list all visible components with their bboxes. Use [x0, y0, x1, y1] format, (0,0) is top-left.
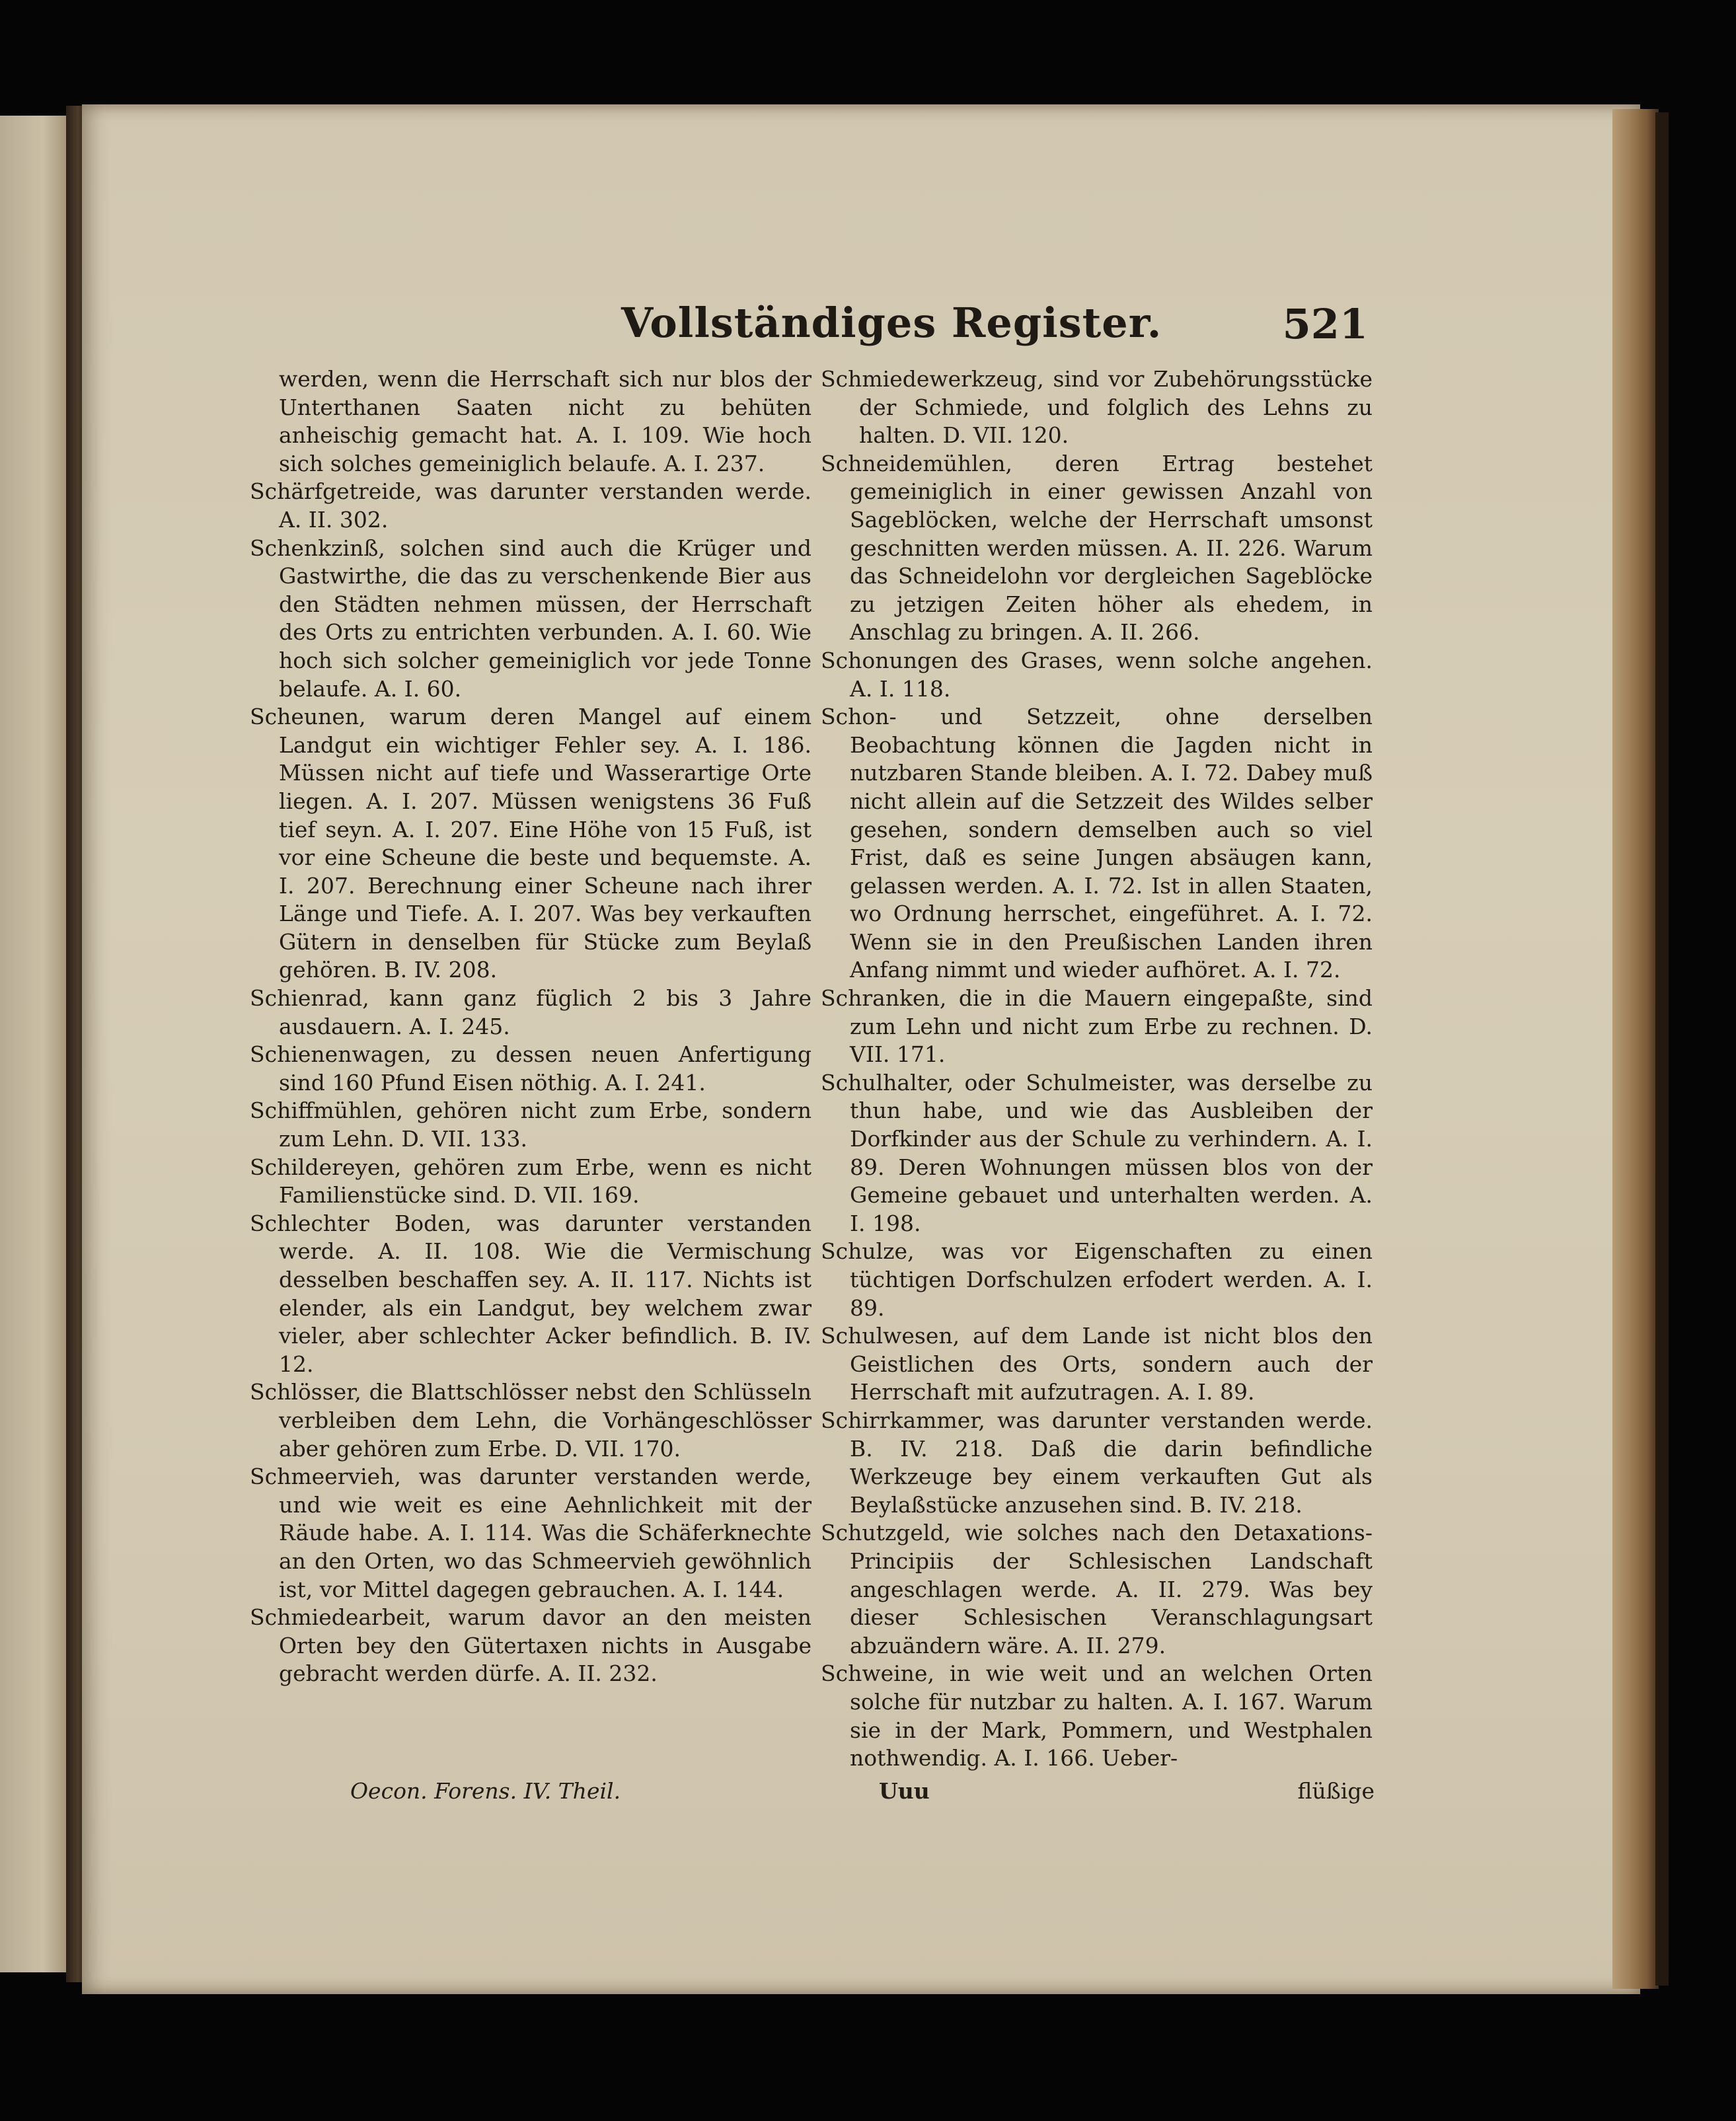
index-entry-continued: werden, wenn die Herrschaft sich nur blos der Unterthanen Saaten nicht zu behüten anheischig gemacht hat. A. I. 109. Wie hoch sich solches gemeiniglich belaufe. A. I. 237. — [279, 366, 811, 476]
index-entry: Schienenwagen, zu dessen neuen Anfertigung sind 160 Pfund Eisen nöthig. A. I. 241. — [250, 1041, 811, 1096]
index-entry: Schlösser, die Blattschlösser nebst den Schlüsseln verbleiben dem Lehn, die Vorhängeschlösser aber gehören zum Erbe. D. VII. 170. — [250, 1379, 811, 1462]
cover-edge — [1655, 112, 1669, 1986]
index-entry: Schiffmühlen, gehören nicht zum Erbe, sondern zum Lehn. D. VII. 133. — [250, 1098, 811, 1152]
index-entry: Schonungen des Grases, wenn solche angehen. A. I. 118. — [821, 647, 1373, 702]
signature-note: Oecon. Forens. IV. Theil. — [350, 1778, 621, 1804]
page-fore-edge — [1612, 109, 1659, 1989]
index-entry: Schmiedewerkzeug, sind vor Zubehörungsstücke der Schmiede, und folglich des Lehns zu halten. D. VII. 120. — [821, 366, 1373, 449]
index-entry: Schneidemühlen, deren Ertrag bestehet gemeiniglich in einer gewissen Anzahl von Sageblöcken, welche der Herrschaft umsonst geschnitten werden müssen. A. II. 226. Warum das Schneidelohn vor dergleichen Sageblöcke zu jetzigen Zeiten höher als ehedem, in Anschlag zu bringen. A. II. 266. — [821, 450, 1373, 646]
catchword: flüßige — [1297, 1778, 1375, 1804]
running-title: Vollständiges Register. — [621, 299, 1162, 347]
left-column — [250, 365, 811, 1688]
index-entry: Scheunen, warum deren Mangel auf einem Landgut ein wichtiger Fehler sey. A. I. 186. Müssen nicht auf tiefe und Wasserartige Orte liegen. A. I. 207. Müssen wenigstens 36 Fuß tief seyn. A. I. 207. Eine Höhe von 15 Fuß, ist vor eine Scheune die beste und bequemste. A. I. 207. Berechnung einer Scheune nach ihrer Länge und Tiefe. A. I. 207. Was bey verkauften Gütern in denselben für Stücke zum Beylaß gehören. B. IV. 208. — [250, 704, 811, 983]
index-entry: Schärfgetreide, was darunter verstanden werde. A. II. 302. — [250, 478, 811, 533]
index-entry: Schienrad, kann ganz füglich 2 bis 3 Jahre ausdauern. A. I. 245. — [250, 985, 811, 1039]
index-entry: Schulwesen, auf dem Lande ist nicht blos den Geistlichen des Orts, sondern auch der Herrschaft mit aufzutragen. A. I. 89. — [821, 1323, 1373, 1405]
index-entry: Schenkzinß, solchen sind auch die Krüger und Gastwirthe, die das zu verschenkende Bier aus den Städten nehmen müssen, der Herrschaft des Orts zu entrichten verbunden. A. I. 60. Wie hoch sich solcher gemeiniglich vor jede Tonne belaufe. A. I. 60. — [250, 535, 811, 702]
index-entry: Schlechter Boden, was darunter verstanden werde. A. II. 108. Wie die Vermischung desselben beschaffen sey. A. II. 117. Nichts ist elender, als ein Landgut, bey welchem zwar vieler, aber schlechter Acker befindlich. B. IV. 12. — [250, 1210, 811, 1377]
page-footer — [350, 1778, 1375, 1811]
index-entry: Schulze, was vor Eigenschaften zu einen tüchtigen Dorfschulzen erfodert werden. A. I. 89. — [821, 1238, 1373, 1321]
index-entry: Schon- und Setzzeit, ohne derselben Beobachtung können die Jagden nicht in nutzbaren Stande bleiben. A. I. 72. Dabey muß nicht allein auf die Setzzeit des Wildes selber gesehen, sondern demselben auch so viel Frist, daß es seine Jungen absäugen kann, gelassen werden. A. I. 72. Ist in allen Staaten, wo Ordnung herrschet, eingeführet. A. I. 72. Wenn sie in den Preußischen Landen ihren Anfang nimmt und wieder aufhöret. A. I. 72. — [821, 704, 1373, 983]
index-entry: Schweine, in wie weit und an welchen Orten solche für nutzbar zu halten. A. I. 167. Warum sie in der Mark, Pommern, und Westphalen nothwendig. A. I. 166. Ueber- — [821, 1660, 1373, 1771]
index-entry: Schutzgeld, wie solches nach den Detaxations-Principiis der Schlesischen Landschaft angeschlagen werde. A. II. 279. Was bey dieser Schlesischen Veranschlagungsart abzuändern wäre. A. II. 279. — [821, 1520, 1373, 1658]
signature-mark: Uuu — [879, 1778, 930, 1804]
index-entry: Schranken, die in die Mauern eingepaßte, sind zum Lehn und nicht zum Erbe zu rechnen. D. VII. 171. — [821, 985, 1373, 1068]
index-entry: Schirrkammer, was darunter verstanden werde. B. IV. 218. Daß die darin befindliche Werkzeuge bey einem verkauften Gut als Beylaßstücke anzusehen sind. B. IV. 218. — [821, 1407, 1373, 1518]
index-entry: Schmiedearbeit, warum davor an den meisten Orten bey den Gütertaxen nichts in Ausgabe gebracht werden dürfe. A. II. 232. — [250, 1604, 811, 1687]
page-number: 521 — [1282, 300, 1368, 348]
index-entry: Schmeervieh, was darunter verstanden werde, und wie weit es eine Aehnlichkeit mit der Räude habe. A. I. 114. Was die Schäferknechte an den Orten, wo das Schmeervieh gewöhnlich ist, vor Mittel dagegen gebrauchen. A. I. 144. — [250, 1464, 811, 1602]
right-column — [821, 365, 1373, 1773]
index-entry: Schulhalter, oder Schulmeister, was derselbe zu thun habe, und wie das Ausbleiben der Dorfkinder aus der Schule zu verhindern. A. I. 89. Deren Wohnungen müssen blos von der Gemeine gebauet und unterhalten werden. A. I. 198. — [821, 1069, 1373, 1236]
page-header — [621, 299, 1368, 358]
index-entry: Schildereyen, gehören zum Erbe, wenn es nicht Familienstücke sind. D. VII. 169. — [250, 1154, 811, 1209]
